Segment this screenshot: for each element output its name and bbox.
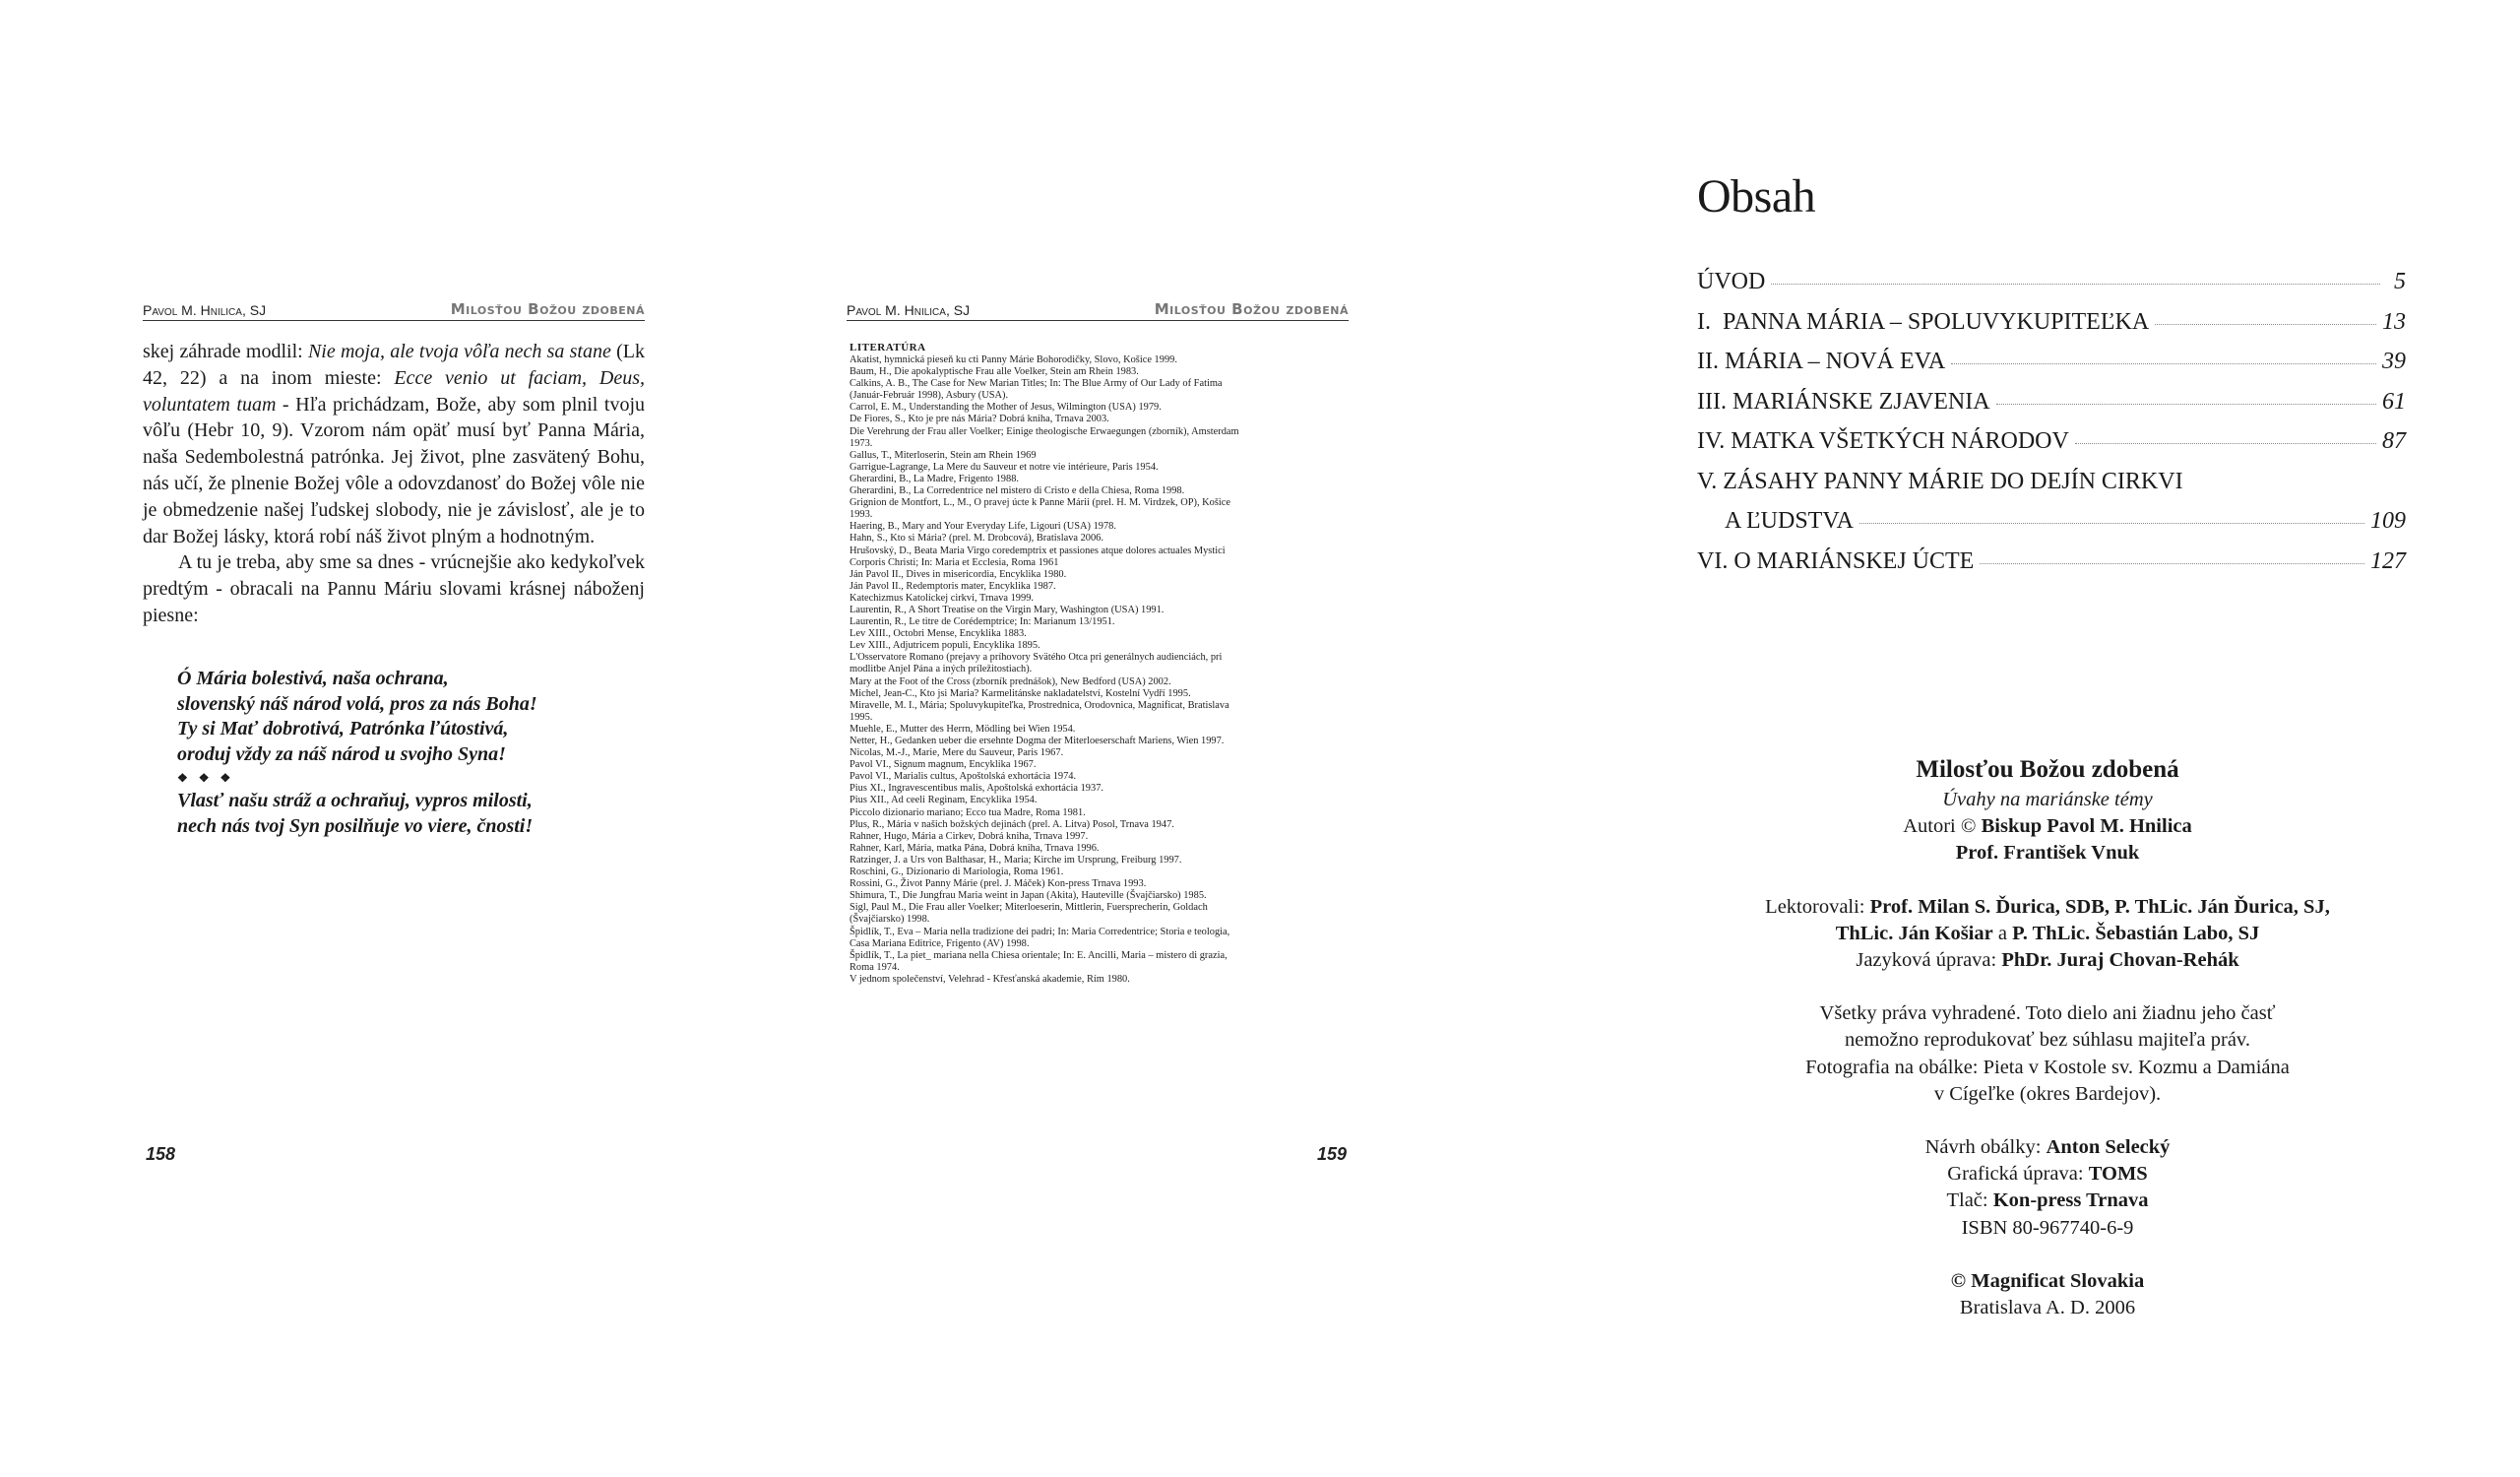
- print-prefix: Tlač:: [1946, 1189, 1993, 1212]
- bibliography-entry: Gallus, T., Miterloserin, Stein am Rhein 1969: [850, 449, 1037, 461]
- bibliography-entry: Haering, B., Mary and Your Everyday Life, Ligouri (USA) 1978.: [850, 521, 1116, 533]
- reviewer-name: ThLic. Ján Košiar: [1835, 922, 1993, 944]
- running-head-title: Milosťou Božou zdobená: [450, 300, 645, 318]
- bibliography-entry: Pavol VI., Signum magnum, Encyklika 1967.: [850, 759, 1037, 771]
- bibliography-entry: (Január-Február 1998), Asbury (USA).: [850, 390, 1009, 402]
- rights-line: Všetky práva vyhradené. Toto dielo ani žiadnu jeho časť: [1819, 1002, 2276, 1025]
- bibliography-entry: Lev XIII., Adjutricem populi, Encyklika 1895.: [850, 640, 1040, 652]
- toc-entry-page: 61: [2382, 388, 2406, 415]
- spacer: [1693, 1108, 2402, 1134]
- publisher: [1693, 1268, 2402, 1295]
- conjunction: a: [1992, 922, 2013, 944]
- bibliography-heading: LITERATÚRA: [850, 342, 926, 353]
- page-number: 158: [146, 1144, 176, 1164]
- body-text: [143, 339, 645, 629]
- bibliography-entry: Rahner, Hugo, Mária a Cirkev, Dobrá kniha, Trnava 1997.: [850, 830, 1089, 842]
- contents-page: [1693, 0, 2520, 1477]
- dot-leader: [1996, 404, 2376, 405]
- photo-credit-line: v Cígeľke (okres Bardejov).: [1933, 1082, 2162, 1105]
- toc-entry-label: V. ZÁSAHY PANNY MÁRIE DO DEJÍN CIRKVI: [1697, 468, 2183, 494]
- bibliography-entry: Calkins, A. B., The Case for New Marian Titles; In: The Blue Army of Our Lady of Fatima: [850, 378, 1223, 390]
- graphics-prefix: Grafická úprava:: [1947, 1163, 2089, 1186]
- bibliography-entry: Baum, H., Die apokalyptische Frau alle Voelker, Stein am Rhein 1983.: [850, 366, 1139, 378]
- bibliography-entry: Roschini, G., Dizionario di Mariologia, Roma 1961.: [850, 867, 1064, 878]
- bibliography-entry: Pius XI., Ingravescentibus malis, Apoštolská exhortácia 1937.: [850, 783, 1103, 795]
- book-title: Milosťou Božou zdobená: [1916, 756, 2179, 783]
- bibliography-entry: Casa Mariana Editrice, Frigento (AV) 1998.: [850, 937, 1030, 949]
- page-159: [847, 0, 1693, 1477]
- bibliography-entry: Miravelle, M. I., Mária; Spoluvykupiteľka, Prostrednica, Orodovnica, Magnificat, Bratislava: [850, 699, 1229, 711]
- language-prefix: Jazyková úprava:: [1856, 949, 2002, 972]
- bibliography-entry: Shimura, T., Die Jungfrau Maria weint in Japan (Akita), Hauteville (Švajčiarsko) 1985.: [850, 890, 1207, 902]
- reviewers-names: Prof. Milan S. Ďurica, SDB, P. ThLic. Ján Ďurica, SJ,: [1869, 895, 2330, 918]
- bibliography-entry: Hahn, S., Kto si Mária? (prel. M. Drobcová), Bratislava 2006.: [850, 533, 1103, 545]
- paragraph-1-text-b: (Lk 42, 22) a na inom mieste:: [143, 341, 645, 389]
- printer-line: [1693, 1188, 2402, 1214]
- toc-entry-page: 13: [2382, 308, 2406, 335]
- paragraph-1-text-c: - Hľa prichádzam, Bože, aby som plnil tvoju vôľu (Hebr 10, 9). Vzorom nám opäť musí byť Panna Mária, naša Sedembolestná patrónka. Jej život, plne zasvätený Bohu, nás učí, že plnenie Božej vôle a odovzdanosť do Božej vôle nie je obmedzenie našej ľudskej slobody, nie je závislosť, ale je to dar Božej lásky, ktorá robí náš život plným a hodnotným.: [143, 393, 645, 547]
- dot-leader: [2155, 324, 2376, 325]
- bibliography-entry: Hrušovský, D., Beata Maria Virgo coredemptrix et passiones atque dolores actuales Mystici: [850, 545, 1226, 556]
- isbn: ISBN 80-967740-6-9: [1961, 1216, 2134, 1239]
- cover-designer-name: Anton Selecký: [2046, 1136, 2171, 1159]
- poem-line: nech nás tvoj Syn posilňuje vo viere, čnosti!: [177, 814, 534, 837]
- bibliography-entry: De Fiores, S., Kto je pre nás Mária? Dobrá kniha, Trnava 2003.: [850, 414, 1109, 425]
- bibliography-entry: Laurentin, R., Le titre de Corédemptrice; In: Marianum 13/1951.: [850, 616, 1115, 628]
- paragraph-1: [143, 339, 645, 549]
- page-number: 159: [1317, 1144, 1348, 1164]
- toc-entry[interactable]: [1697, 542, 2406, 582]
- bibliography-entry: Gherardini, B., La Corredentrice nel mistero di Cristo e della Chiesa, Roma 1998.: [850, 485, 1185, 497]
- bibliography-entry: Die Verehrung der Frau aller Voelker; Einige theologische Erwaegungen (zborník), Amsterdam: [850, 425, 1239, 437]
- authors-line-2: [1693, 840, 2402, 867]
- bibliography-entry: Ján Pavol II., Dives in misericordia, Encyklika 1980.: [850, 568, 1067, 580]
- toc-entry[interactable]: [1697, 262, 2406, 302]
- publisher-name: © Magnificat Slovakia: [1950, 1269, 2145, 1292]
- dot-leader: [1980, 563, 2364, 564]
- bibliography-entry: Piccolo dizionario mariano; Ecco tua Madre, Roma 1981.: [850, 806, 1086, 818]
- bibliography-entry: Rahner, Karl, Mária, matka Pána, Dobrá kniha, Trnava 1996.: [850, 842, 1100, 854]
- spacer: [1693, 1242, 2402, 1268]
- bibliography-entry: L'Osservatore Romano (prejavy a príhovory Svätého Otca pri generálnych audienciách, pri: [850, 652, 1223, 664]
- printer-name: Kon-press Trnava: [1992, 1189, 2149, 1212]
- bibliography-entry: Corporis Christi; In: Maria et Ecclesia, Roma 1961: [850, 556, 1059, 568]
- toc-entry-label: III. MARIÁNSKE ZJAVENIA: [1697, 388, 1990, 415]
- bibliography-entry: Netter, H., Gedanken ueber die ersehnte Dogma der Miterloeserschaft Mariens, Wien 1997.: [850, 736, 1225, 746]
- bibliography-entry: Michel, Jean-C., Kto jsi Maria? Karmelitánske nakladatelství, Kostelní Vydří 1995.: [850, 687, 1191, 699]
- toc-entry[interactable]: [1697, 421, 2406, 462]
- graphics-line: [1693, 1161, 2402, 1188]
- bibliography-entry: Špidlík, T., La piet_ mariana nella Chiesa orientale; In: E. Ancilli, Maria – mistero di grazia,: [850, 949, 1228, 961]
- bibliography-entry: Špidlík, T., Eva – Maria nella tradizione dei padri; In: Maria Corredentrice; Storia e teologia,: [850, 926, 1230, 937]
- paragraph-1-text: skej záhrade modlil:: [143, 341, 308, 362]
- poem-line: oroduj vždy za náš národ u svojho Syna!: [177, 742, 506, 765]
- poem-line: Ó Mária bolestivá, naša ochrana,: [177, 668, 449, 689]
- toc-entry-page: 39: [2382, 349, 2406, 374]
- bibliography-entry: 1973.: [850, 437, 873, 449]
- bibliography-entry: 1993.: [850, 509, 873, 521]
- toc-entry-label: A ĽUDSTVA: [1725, 508, 1854, 534]
- running-head-title: Milosťou Božou zdobená: [1154, 300, 1349, 318]
- bibliography-entry: Ján Pavol II., Redemptoris mater, Encyklika 1987.: [850, 580, 1056, 592]
- authors-line: [1693, 813, 2402, 840]
- bibliography-entry: Garrigue-Lagrange, La Mere du Sauveur et notre vie intérieure, Paris 1954.: [850, 461, 1159, 473]
- bibliography-list: [850, 354, 1352, 986]
- graphics-name: TOMS: [2088, 1163, 2148, 1186]
- bibliography-entry: Pavol VI., Marialis cultus, Apoštolská exhortácia 1974.: [850, 771, 1077, 783]
- place-year: Bratislava A. D. 2006: [1959, 1297, 2136, 1319]
- author-name: Prof. František Vnuk: [1955, 842, 2140, 865]
- quote-italic: Nie moja, ale tvoja vôľa nech sa stane: [307, 341, 611, 362]
- toc-entry-page: 109: [2370, 508, 2406, 534]
- running-head: [143, 295, 645, 321]
- toc-entry[interactable]: [1697, 382, 2406, 422]
- dot-leader: [2075, 443, 2376, 444]
- bibliography-entry: Muehle, E., Mutter des Herrn, Mödling bei Wien 1954.: [850, 723, 1076, 735]
- poem-line: Vlasť našu stráž a ochraňuj, vypros milosti,: [177, 790, 533, 812]
- contents-title: Obsah: [1697, 170, 1816, 223]
- bibliography-entry: Grignion de Montfort, L., M., O pravej úcte k Panne Márii (prel. H. M. Virdzek, OP), Košice: [850, 497, 1231, 509]
- page-158: [0, 0, 847, 1477]
- bibliography-entry: Sigl, Paul M., Die Frau aller Voelker; Miterloeserin, Mittlerin, Fuersprecherin, Goldach: [850, 902, 1208, 914]
- reviewers-prefix: Lektorovali:: [1765, 895, 1870, 918]
- bibliography-entry: Nicolas, M.-J., Marie, Mere du Sauveur, Paris 1967.: [850, 747, 1064, 759]
- bibliography-entry: 1995.: [850, 711, 873, 723]
- language-editor-name: PhDr. Juraj Chovan-Rehák: [2001, 949, 2239, 972]
- bibliography-entry: Ratzinger, J. a Urs von Balthasar, H., Maria; Kirche im Ursprung, Freiburg 1997.: [850, 854, 1182, 866]
- running-head-author: Pavol M. Hnilica, SJ: [143, 302, 267, 318]
- toc-entry[interactable]: [1697, 342, 2406, 382]
- bibliography-entry: Gherardini, B., La Madre, Frigento 1988.: [850, 473, 1019, 484]
- author-name: Biskup Pavol M. Hnilica: [1981, 815, 2192, 838]
- toc-entry-label: II. MÁRIA – NOVÁ EVA: [1697, 349, 1946, 374]
- bibliography-entry: Mary at the Foot of the Cross (zborník prednášok), New Bedford (USA) 2002.: [850, 675, 1171, 687]
- language-editor-line: [1693, 947, 2402, 974]
- ornament-divider: ❖ ❖ ❖: [177, 771, 235, 786]
- photo-credit-line: Fotografia na obálke: Pieta v Kostole sv. Kozmu a Damiána: [1805, 1056, 2290, 1078]
- poem-line: slovenský náš národ volá, pros za nás Boha!: [177, 692, 537, 715]
- reviewer-name: P. ThLic. Šebastián Labo, SJ: [2012, 922, 2260, 944]
- bibliography-entry: Laurentin, R., A Short Treatise on the Virgin Mary, Washington (USA) 1991.: [850, 604, 1165, 615]
- bibliography-entry: modlitbe Anjel Pána a iných príležitostiach).: [850, 664, 1033, 675]
- bibliography-entry: V jednom společenství, Velehrad - Křesťanská akademie, Rím 1980.: [850, 973, 1130, 985]
- bibliography-entry: Lev XIII., Octobri Mense, Encyklika 1883.: [850, 628, 1027, 640]
- dot-leader: [1859, 523, 2364, 524]
- bibliography-entry: Akatist, hymnická pieseň ku cti Panny Márie Bohorodičky, Slovo, Košice 1999.: [850, 354, 1177, 365]
- running-head-author: Pavol M. Hnilica, SJ: [847, 302, 971, 318]
- toc-entry-page: 127: [2370, 547, 2406, 574]
- reviewers-line: [1693, 894, 2402, 921]
- bibliography-entry: Plus, R., Mária v našich božských dejinách (prel. A. Litva) Posol, Trnava 1947.: [850, 818, 1174, 830]
- bibliography-entry: Rossini, G., Život Panny Márie (prel. J. Máček) Kon-press Trnava 1993.: [850, 878, 1147, 890]
- bibliography-entry: Roma 1974.: [850, 961, 900, 973]
- book-subtitle: Úvahy na mariánske témy: [1942, 789, 2153, 810]
- latin-quote-italic: Ecce venio ut faciam, Deus, voluntatem tuam: [143, 366, 645, 416]
- spacer: [1693, 974, 2402, 1000]
- toc-entry-label: I. PANNA MÁRIA – SPOLUVYKUPITEĽKA: [1697, 308, 2150, 335]
- dot-leader: [1951, 363, 2376, 364]
- dot-leader: [1771, 284, 2380, 285]
- imprint-block: [1693, 753, 2402, 1321]
- poem-line: Ty si Mať dobrotivá, Patrónka ľútostivá,: [177, 718, 509, 740]
- running-head: [847, 295, 1349, 321]
- cover-prefix: Návrh obálky:: [1924, 1136, 2047, 1159]
- bibliography-entry: Carrol, E. M., Understanding the Mother of Jesus, Wilmington (USA) 1979.: [850, 402, 1162, 414]
- toc-entry[interactable]: [1697, 302, 2406, 343]
- bibliography-entry: Pius XII., Ad ceeli Reginam, Encyklika 1954.: [850, 795, 1038, 806]
- toc-entry-label: VI. O MARIÁNSKEJ ÚCTE: [1697, 547, 1975, 574]
- paragraph-2: A tu je treba, aby sme sa dnes - vrúcnejšie ako kedykoľvek predtým - obracali na Pannu Máriu slovami krásnej náboženj piesne:: [143, 551, 645, 626]
- toc-entry-page: 5: [2394, 269, 2406, 294]
- rights-line: nemožno reprodukovať bez súhlasu majiteľa práv.: [1845, 1029, 2250, 1052]
- toc-entry-continued[interactable]: [1697, 501, 2406, 542]
- hymn-verse: [177, 667, 640, 840]
- reviewers-line-2: [1693, 921, 2402, 947]
- toc-entry-page: 87: [2382, 428, 2406, 454]
- toc-entry-label: ÚVOD: [1697, 269, 1766, 294]
- spacer: [1693, 867, 2402, 894]
- toc-entry[interactable]: [1697, 462, 2406, 502]
- bibliography-entry: Katechizmus Katolíckej cirkvi, Trnava 1999.: [850, 592, 1034, 604]
- bibliography-entry: (Švajčiarsko) 1998.: [850, 914, 930, 926]
- cover-design-line: [1693, 1134, 2402, 1161]
- contents-list: [1697, 262, 2406, 581]
- toc-entry-label: IV. MATKA VŠETKÝCH NÁRODOV: [1697, 428, 2069, 454]
- authors-prefix: Autori ©: [1903, 815, 1982, 838]
